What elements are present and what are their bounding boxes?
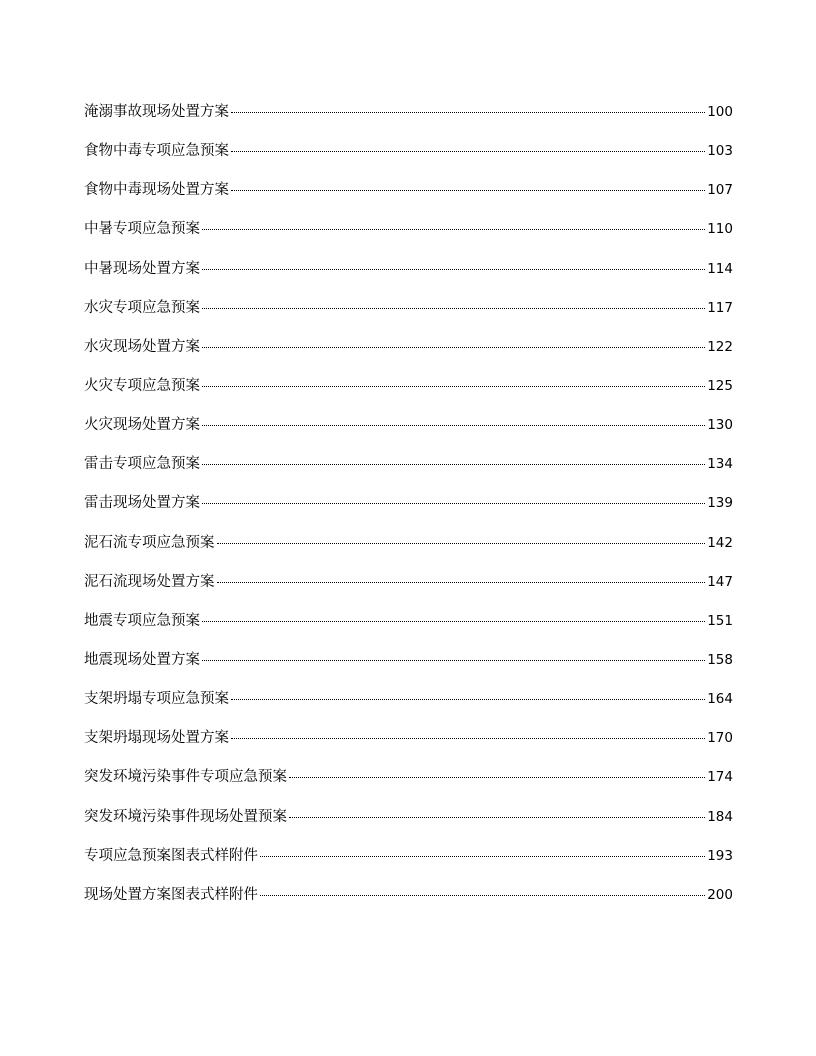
toc-entry-page: 200 <box>707 886 733 903</box>
toc-entry-title: 中暑现场处置方案 <box>84 260 200 277</box>
toc-entry-page: 103 <box>707 143 733 160</box>
toc-leader-dots <box>202 346 705 348</box>
toc-entry[interactable] <box>84 647 733 686</box>
toc-leader-dots <box>202 268 705 270</box>
toc-leader-dots <box>231 698 705 700</box>
toc-entry[interactable] <box>84 373 733 412</box>
toc-entry-title: 突发环境污染事件专项应急预案 <box>84 769 287 786</box>
toc-entry-title: 中暑专项应急预案 <box>84 221 200 238</box>
toc-entry-title: 突发环境污染事件现场处置预案 <box>84 808 287 825</box>
toc-entry[interactable] <box>84 882 733 921</box>
toc-leader-dots <box>231 189 705 191</box>
toc-leader-dots <box>260 855 705 857</box>
toc-entry[interactable] <box>84 764 733 803</box>
toc-entry-title: 支架坍塌专项应急预案 <box>84 691 229 708</box>
toc-leader-dots <box>217 581 706 583</box>
toc-entry[interactable] <box>84 569 733 608</box>
toc-entry-title: 水灾现场处置方案 <box>84 338 200 355</box>
toc-entry-title: 食物中毒现场处置方案 <box>84 182 229 199</box>
toc-entry-title: 雷击现场处置方案 <box>84 495 200 512</box>
toc-entry-page: 184 <box>707 808 733 825</box>
toc-entry-page: 139 <box>707 495 733 512</box>
toc-entry-page: 174 <box>707 769 733 786</box>
toc-leader-dots <box>202 307 705 309</box>
toc-entry[interactable] <box>84 608 733 647</box>
table-of-contents <box>84 99 733 921</box>
toc-entry-page: 122 <box>707 338 733 355</box>
toc-entry-page: 193 <box>707 847 733 864</box>
toc-entry-title: 食物中毒专项应急预案 <box>84 143 229 160</box>
toc-entry-title: 水灾专项应急预案 <box>84 299 200 316</box>
toc-entry[interactable] <box>84 216 733 255</box>
toc-entry[interactable] <box>84 725 733 764</box>
toc-entry-title: 淹溺事故现场处置方案 <box>84 104 229 120</box>
toc-leader-dots <box>202 463 705 465</box>
toc-entry-page: 164 <box>707 691 733 708</box>
toc-leader-dots <box>289 776 705 778</box>
toc-entry[interactable] <box>84 490 733 529</box>
toc-entry[interactable] <box>84 451 733 490</box>
toc-entry-title: 现场处置方案图表式样附件 <box>84 886 258 903</box>
toc-entry-page: 117 <box>707 299 733 316</box>
toc-entry-title: 火灾专项应急预案 <box>84 377 200 394</box>
toc-entry[interactable] <box>84 530 733 569</box>
toc-entry-page: 142 <box>707 534 733 551</box>
toc-entry[interactable] <box>84 686 733 725</box>
toc-entry-page: 110 <box>707 221 733 238</box>
toc-leader-dots <box>202 502 705 504</box>
toc-leader-dots <box>202 659 705 661</box>
toc-entry[interactable] <box>84 138 733 177</box>
toc-entry[interactable] <box>84 843 733 882</box>
toc-entry-page: 151 <box>707 612 733 629</box>
toc-entry-title: 地震现场处置方案 <box>84 651 200 668</box>
toc-entry-page: 114 <box>707 260 733 277</box>
toc-entry-title: 雷击专项应急预案 <box>84 456 200 473</box>
toc-leader-dots <box>202 620 705 622</box>
toc-entry[interactable] <box>84 295 733 334</box>
toc-entry[interactable] <box>84 412 733 451</box>
toc-entry-title: 泥石流专项应急预案 <box>84 534 215 551</box>
toc-entry-page: 170 <box>707 730 733 747</box>
toc-leader-dots <box>231 111 705 113</box>
toc-entry-page: 134 <box>707 456 733 473</box>
toc-leader-dots <box>217 542 706 544</box>
toc-entry-page: 100 <box>707 104 733 120</box>
toc-leader-dots <box>260 894 705 896</box>
toc-entry-page: 147 <box>707 573 733 590</box>
toc-entry[interactable] <box>84 177 733 216</box>
toc-entry-title: 地震专项应急预案 <box>84 612 200 629</box>
toc-entry-page: 130 <box>707 417 733 434</box>
toc-entry[interactable] <box>84 256 733 295</box>
toc-entry-title: 支架坍塌现场处置方案 <box>84 730 229 747</box>
toc-entry-title: 火灾现场处置方案 <box>84 417 200 434</box>
toc-leader-dots <box>202 228 705 230</box>
toc-entry-page: 107 <box>707 182 733 199</box>
toc-entry[interactable] <box>84 804 733 843</box>
toc-entry[interactable] <box>84 99 733 138</box>
toc-leader-dots <box>289 816 705 818</box>
toc-entry[interactable] <box>84 334 733 373</box>
toc-leader-dots <box>202 424 705 426</box>
toc-entry-title: 专项应急预案图表式样附件 <box>84 847 258 864</box>
toc-entry-title: 泥石流现场处置方案 <box>84 573 215 590</box>
toc-leader-dots <box>231 150 705 152</box>
toc-leader-dots <box>231 737 705 739</box>
toc-entry-page: 125 <box>707 377 733 394</box>
toc-leader-dots <box>202 385 705 387</box>
toc-entry-page: 158 <box>707 651 733 668</box>
